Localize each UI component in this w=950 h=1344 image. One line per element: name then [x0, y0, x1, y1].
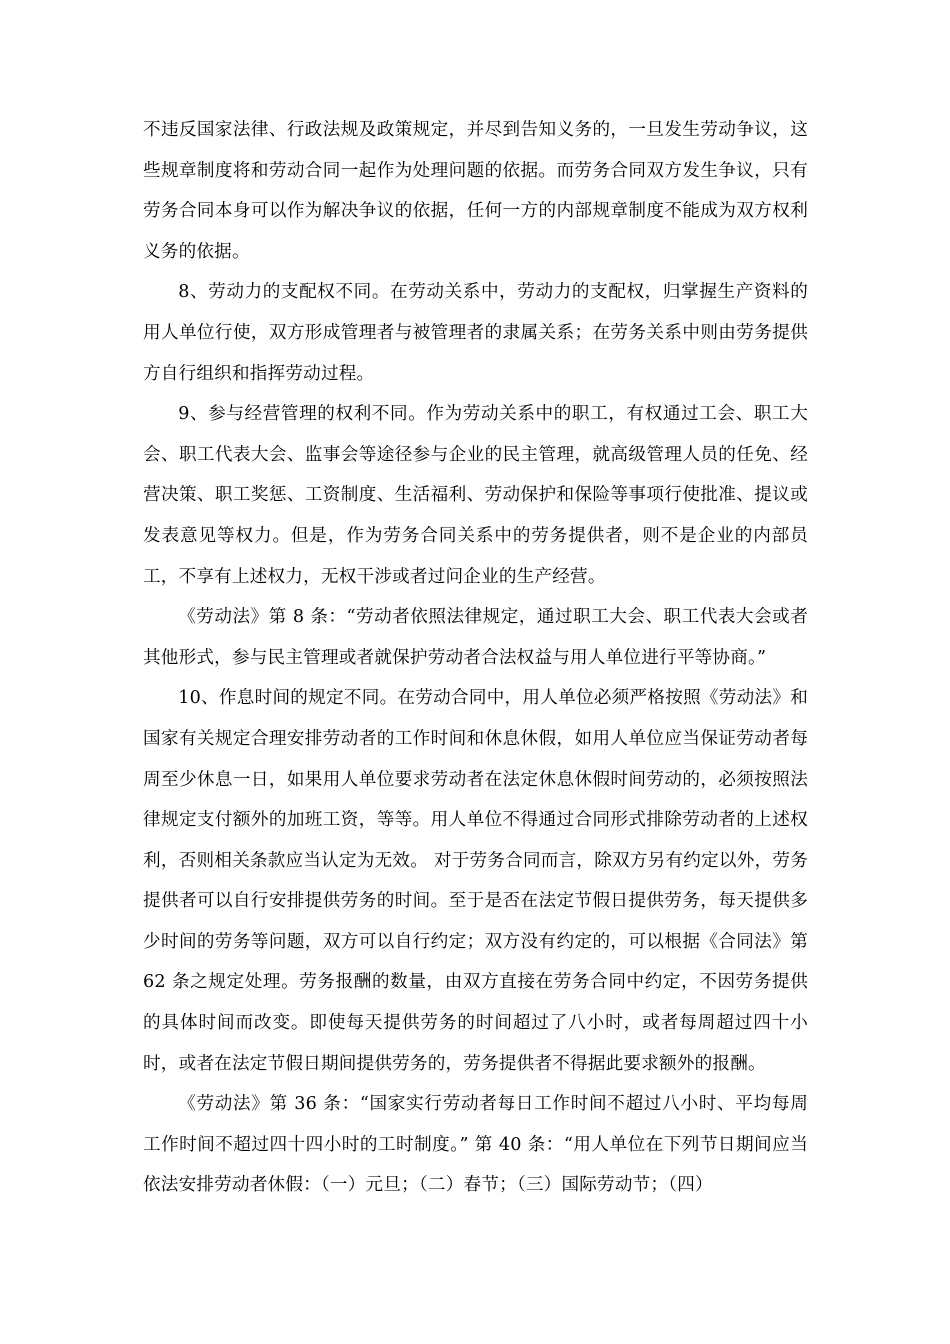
document-body — [143, 110, 808, 1206]
paragraph-rules-as-basis: 不违反国家法律、行政法规及政策规定，并尽到告知义务的，一旦发生劳动争议，这些规章制度将和劳动合同一起作为处理问题的依据。而劳务合同双方发生争议，只有劳务合同本身可以作为解决争议的依据，任何一方的内部规章制度不能成为双方权利义务的依据。 — [143, 120, 808, 262]
paragraph-10-work-hours: 10、作息时间的规定不同。在劳动合同中，用人单位必须严格按照《劳动法》和国家有关规定合理安排劳动者的工作时间和休息休假，如用人单位应当保证劳动者每周至少休息一日，如果用人单位要求劳动者在法定休息休假时间劳动的，必须按照法律规定支付额外的加班工资，等等。用人单位不得通过合同形式排除劳动者的上述权利，否则相关条款应当认定为无效。 对于劳务合同而言，除双方另有约定以外，劳务提供者可以自行安排提供劳务的时间。至于是否在法定节假日提供劳务，每天提供多少时间的劳务等问题，双方可以自行约定；双方没有约定的，可以根据《合同法》第 62 条之规定处理。劳务报酬的数量，由双方直接在劳务合同中约定，不因劳务提供的具体时间而改变。即使每天提供劳务的时间超过了八小时，或者每周超过四十小时，或者在法定节假日期间提供劳务的，劳务提供者不得据此要求额外的报酬。 — [143, 688, 808, 1074]
paragraph-9-management-rights: 9、参与经营管理的权利不同。作为劳动关系中的职工，有权通过工会、职工大会、职工代表大会、监事会等途径参与企业的民主管理，就高级管理人员的任免、经营决策、职工奖惩、工资制度、生活福利、劳动保护和保险等事项行使批准、提议或发表意见等权力。但是，作为劳务合同关系中的劳务提供者，则不是企业的内部员工，不享有上述权力，无权干涉或者过问企业的生产经营。 — [143, 404, 808, 587]
paragraph-labor-law-article-36-40: 《劳动法》第 36 条：“国家实行劳动者每日工作时间不超过八小时、平均每周工作时间不超过四十四小时的工时制度。” 第 40 条：“用人单位在下列节日期间应当依法安排劳动者休假：（一）元旦；（二）春节；（三）国际劳动节；（四） — [143, 1094, 808, 1196]
paragraph-labor-law-article-8: 《劳动法》第 8 条：“劳动者依照法律规定，通过职工大会、职工代表大会或者其他形式，参与民主管理或者就保护劳动者合法权益与用人单位进行平等协商。” — [143, 607, 808, 668]
paragraph-8-labor-control: 8、劳动力的支配权不同。在劳动关系中，劳动力的支配权，归掌握生产资料的用人单位行使，双方形成管理者与被管理者的隶属关系；在劳务关系中则由劳务提供方自行组织和指挥劳动过程。 — [143, 282, 808, 384]
